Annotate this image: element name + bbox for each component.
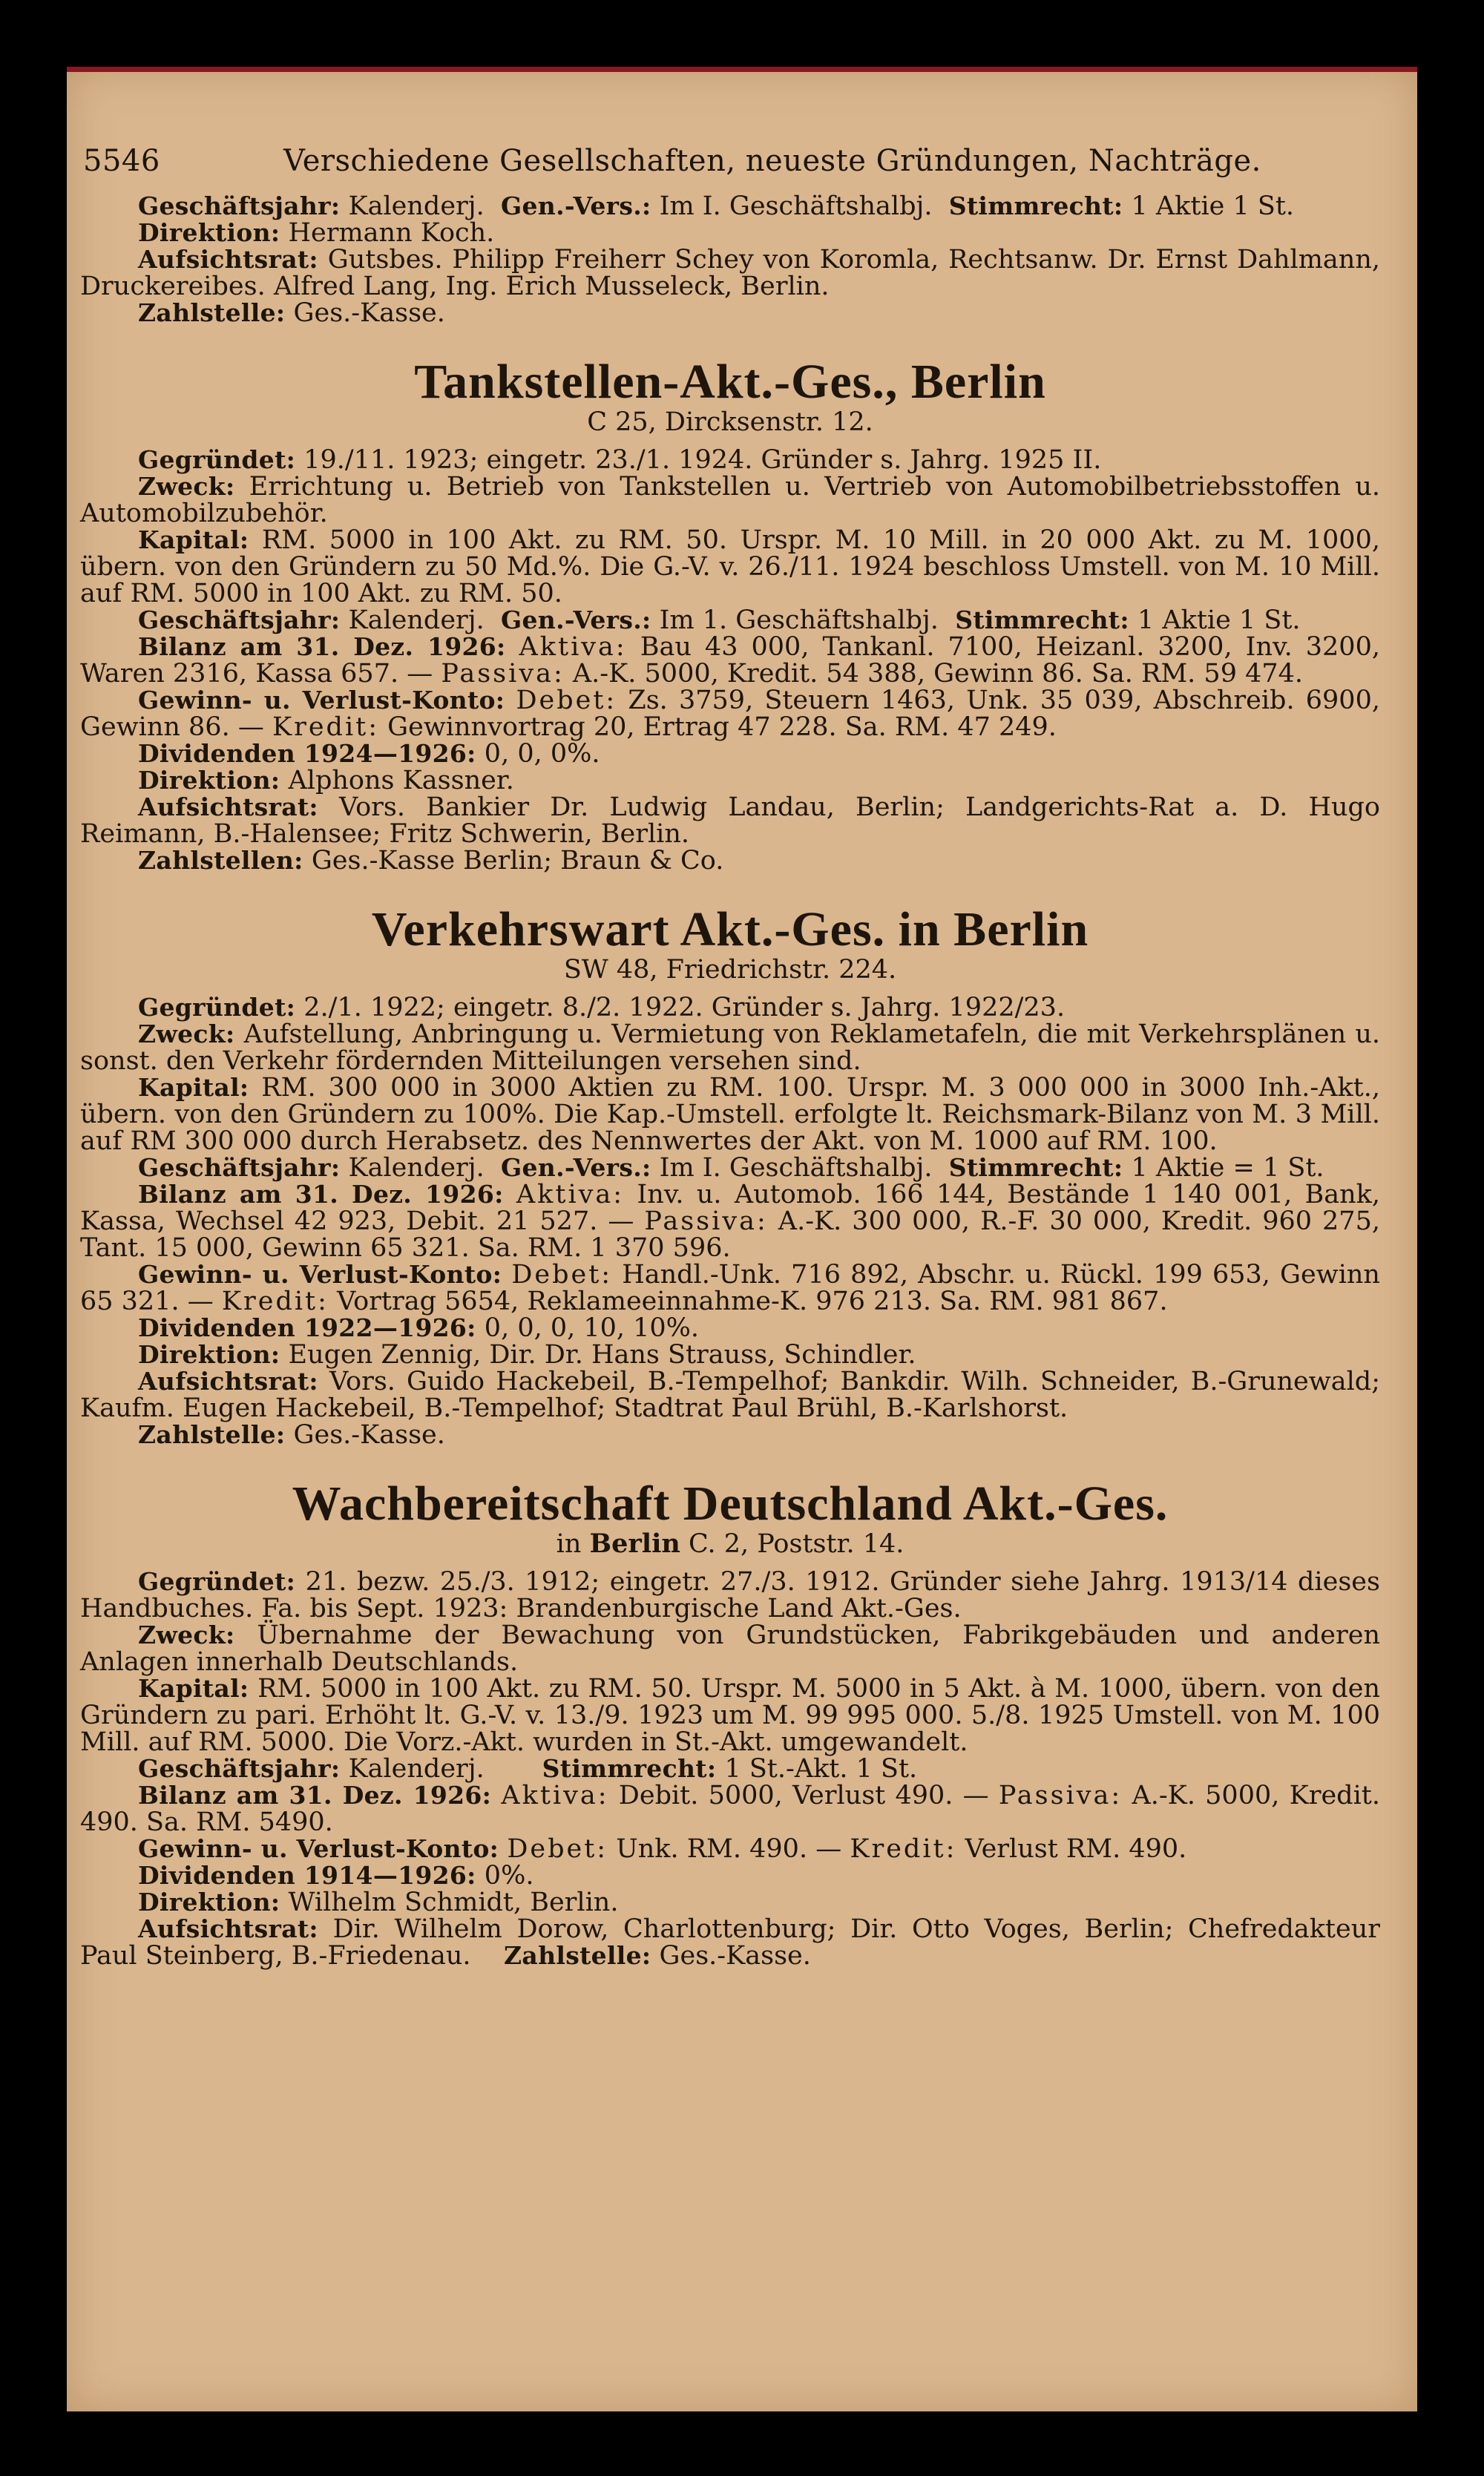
founded-line: Gegründet: 2./1. 1922; eingetr. 8./2. 1922. Gründer s. Jahrg. 1922/23.	[138, 993, 1066, 1022]
page-header	[83, 144, 1380, 178]
paying-agent-line: Zahlstelle: Ges.-Kasse.	[138, 298, 445, 328]
company-entry-tankstellen	[80, 356, 1380, 874]
paying-agents-line: Zahlstellen: Ges.-Kasse Berlin; Braun & Co.	[138, 846, 724, 876]
page-number: 5546	[83, 144, 160, 178]
supervisory-board-line: Aufsichtsrat: Vors. Guido Hackebeil, B.-Tempelhof; Bankdir. Wilh. Schneider, B.-Grunewald; Kaufm. Eugen Hackebeil, B.-Tempelhof; Stadtrat Paul Brühl, B.-Karlshorst.	[80, 1367, 1380, 1423]
management-line: Direktion: Eugen Zennig, Dir. Dr. Hans Strauss, Schindler.	[138, 1340, 916, 1370]
fiscal-meeting-vote-line: Geschäftsjahr: Kalenderj. Gen.-Vers.: Im 1. Geschäftshalbj. Stimmrecht: 1 Aktie 1 St.	[138, 605, 1301, 635]
running-title: Verschiedene Gesellschaften, neueste Gründungen, Nachträge.	[283, 144, 1261, 178]
purpose-line: Zweck: Errichtung u. Betrieb von Tankstellen u. Vertrieb von Automobilbetriebsstoffen u. Automobilzubehör.	[80, 472, 1380, 528]
page-content	[80, 193, 1380, 1969]
company-title: Verkehrswart Akt.-Ges. in Berlin	[371, 902, 1089, 956]
capital-line: Kapital: RM. 5000 in 100 Akt. zu RM. 50. Urspr. M. 10 Mill. in 20 000 Akt. zu M. 1000, übern. von den Gründern zu 50 Md.%. Die G.-V. v. 26./11. 1924 beschloss Umstell. von M. 10 Mill. auf RM. 5000 in 100 Akt. zu RM. 50.	[80, 525, 1380, 608]
document-page	[67, 67, 1417, 2411]
profit-loss-line: Gewinn- u. Verlust-Konto: Debet: Zs. 3759, Steuern 1463, Unk. 35 039, Abschreib. 6900, Gewinn 86. — Kredit: Gewinnvortrag 20, Ertrag 47 228. Sa. RM. 47 249.	[80, 686, 1380, 742]
fiscal-meeting-vote-line: Geschäftsjahr: Kalenderj. Gen.-Vers.: Im I. Geschäftshalbj. Stimmrecht: 1 Aktie 1 St.	[138, 191, 1295, 221]
management-line: Direktion: Hermann Koch.	[138, 218, 495, 248]
dividends-line: Dividenden 1924—1926: 0, 0, 0%.	[138, 739, 600, 769]
company-address: in Berlin C. 2, Poststr. 14.	[556, 1528, 904, 1559]
dividends-line: Dividenden 1922—1926: 0, 0, 0, 10, 10%.	[138, 1313, 700, 1343]
profit-loss-line: Gewinn- u. Verlust-Konto: Debet: Unk. RM. 490. — Kredit: Verlust RM. 490.	[138, 1834, 1187, 1864]
previous-company-entry	[80, 193, 1380, 326]
capital-line: Kapital: RM. 300 000 in 3000 Aktien zu RM. 100. Urspr. M. 3 000 000 in 3000 Inh.-Akt., übern. von den Gründern zu 100%. Die Kap.-Umstell. erfolgte lt. Reichsmark-Bilanz von M. 3 Mill. auf RM 300 000 durch Herabsetz. des Nennwertes der Akt. von M. 1000 auf RM. 100.	[80, 1073, 1380, 1156]
supervisory-board-line: Aufsichtsrat: Vors. Bankier Dr. Ludwig Landau, Berlin; Landgerichts-Rat a. D. Hugo Reimann, B.-Halensee; Fritz Schwerin, Berlin.	[80, 792, 1380, 849]
founded-line: Gegründet: 21. bezw. 25./3. 1912; eingetr. 27./3. 1912. Gründer siehe Jahrg. 1913/14 dieses Handbuches. Fa. bis Sept. 1923: Brandenburgische Land Akt.-Ges.	[80, 1567, 1380, 1623]
management-line: Direktion: Wilhelm Schmidt, Berlin.	[138, 1888, 619, 1917]
company-city: Berlin	[589, 1528, 680, 1559]
fiscal-meeting-vote-line: Geschäftsjahr: Kalenderj. Gen.-Vers.: Im I. Geschäftshalbj. Stimmrecht: 1 Aktie = 1 St.	[138, 1153, 1324, 1183]
supervisory-board-line: Aufsichtsrat: Gutsbes. Philipp Freiherr Schey von Koromla, Rechtsanw. Dr. Ernst Dahlmann, Druckereibes. Alfred Lang, Ing. Erich Musseleck, Berlin.	[80, 245, 1380, 301]
paying-agent-line: Zahlstelle: Ges.-Kasse.	[138, 1420, 445, 1450]
balance-sheet-line: Bilanz am 31. Dez. 1926: Aktiva: Inv. u. Automob. 166 144, Bestände 1 140 001, Bank, Kassa, Wechsel 42 923, Debit. 21 527. — Passiva: A.-K. 300 000, R.-F. 30 000, Kredit. 960 275, Tant. 15 000, Gewinn 65 321. Sa. RM. 1 370 596.	[80, 1180, 1380, 1263]
purpose-line: Zweck: Aufstellung, Anbringung u. Vermietung von Reklametafeln, die mit Verkehrsplänen u. sonst. den Verkehr fördernden Mitteilungen versehen sind.	[80, 1019, 1380, 1076]
company-title: Wachbereitschaft Deutschland Akt.-Ges.	[292, 1477, 1169, 1531]
balance-sheet-line: Bilanz am 31. Dez. 1926: Aktiva: Bau 43 000, Tankanl. 7100, Heizanl. 3200, Inv. 3200, Waren 2316, Kassa 657. — Passiva: A.-K. 5000, Kredit. 54 388, Gewinn 86. Sa. RM. 59 474.	[80, 632, 1380, 689]
fiscal-vote-line: Geschäftsjahr: Kalenderj. Stimmrecht: 1 St.-Akt. 1 St.	[138, 1754, 918, 1784]
management-line: Direktion: Alphons Kassner.	[138, 766, 514, 795]
founded-line: Gegründet: 19./11. 1923; eingetr. 23./1. 1924. Gründer s. Jahrg. 1925 II.	[138, 445, 1102, 475]
balance-sheet-line: Bilanz am 31. Dez. 1926: Aktiva: Debit. 5000, Verlust 490. — Passiva: A.-K. 5000, Kredit. 490. Sa. RM. 5490.	[80, 1781, 1380, 1837]
company-entry-verkehrswart	[80, 904, 1380, 1448]
company-address: C 25, Dircksenstr. 12.	[587, 407, 873, 437]
supervisory-board-line: Aufsichtsrat: Dir. Wilhelm Dorow, Charlottenburg; Dir. Otto Voges, Berlin; Chefredakteur Paul Steinberg, B.-Friedenau. Zahlstelle: Ges.-Kasse.	[80, 1914, 1380, 1971]
dividends-line: Dividenden 1914—1926: 0%.	[138, 1861, 534, 1891]
company-address: SW 48, Friedrichstr. 224.	[563, 955, 897, 985]
capital-line: Kapital: RM. 5000 in 100 Akt. zu RM. 50. Urspr. M. 5000 in 5 Akt. à M. 1000, übern. von den Gründern zu pari. Erhöht lt. G.-V. v. 13./9. 1923 um M. 99 995 000. 5./8. 1925 Umstell. von M. 100 Mill. auf RM. 5000. Die Vorz.-Akt. wurden in St.-Akt. umgewandelt.	[80, 1674, 1380, 1757]
purpose-line: Zweck: Übernahme der Bewachung von Grundstücken, Fabrikgebäuden und anderen Anlagen innerhalb Deutschlands.	[80, 1620, 1380, 1677]
company-entry-wachbereitschaft	[80, 1478, 1380, 1969]
company-title: Tankstellen-Akt.-Ges., Berlin	[414, 355, 1046, 409]
profit-loss-line: Gewinn- u. Verlust-Konto: Debet: Handl.-Unk. 716 892, Abschr. u. Rückl. 199 653, Gewinn 65 321. — Kredit: Vortrag 5654, Reklameeinnahme-K. 976 213. Sa. RM. 981 867.	[80, 1260, 1380, 1316]
